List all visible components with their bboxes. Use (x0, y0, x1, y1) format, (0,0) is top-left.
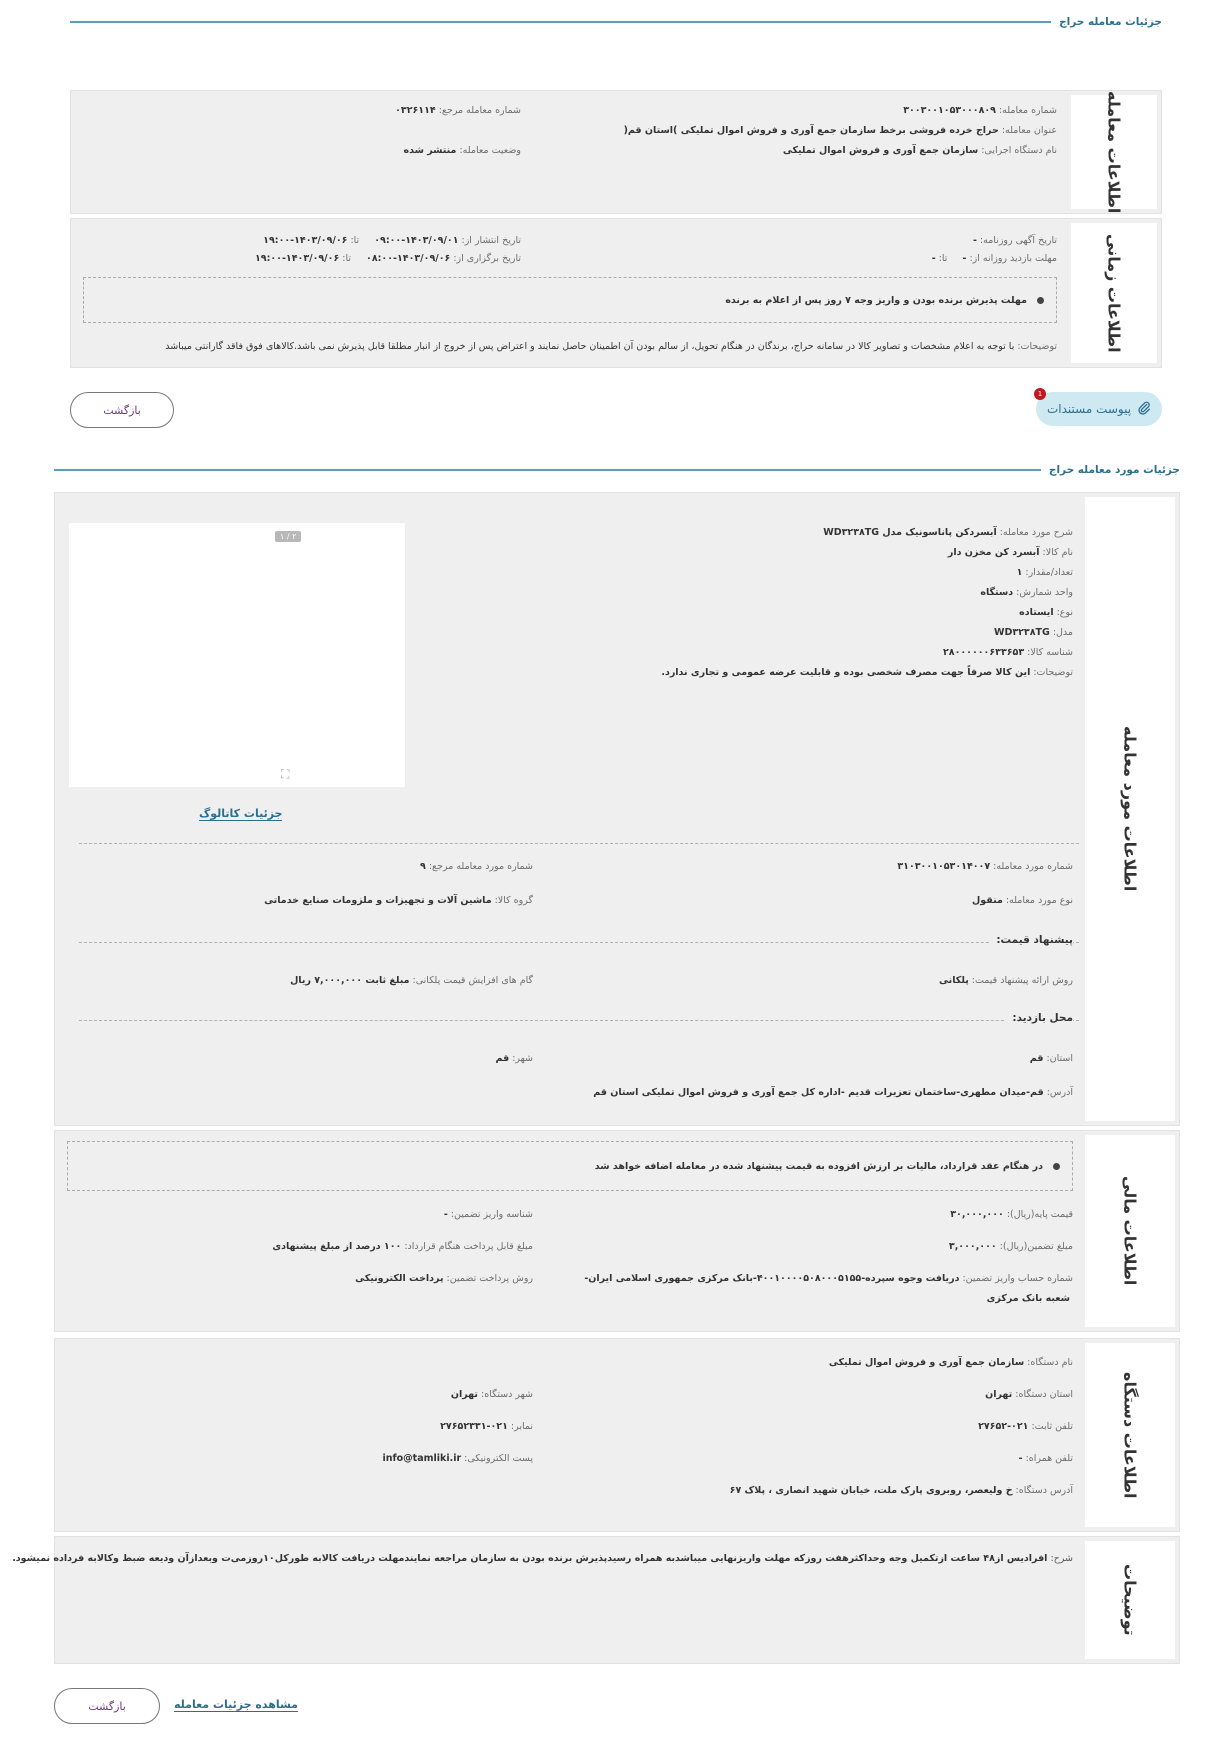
item-info-side-label: اطلاعات مورد معامله (1120, 726, 1140, 892)
device-mobile: تلفن همراه:- (1018, 1453, 1073, 1464)
device-fax: نمابر:۰۲۱-۲۷۶۵۲۳۳۱ (440, 1421, 533, 1432)
attach-documents-label: پیوست مستندات (1046, 402, 1132, 416)
page-header (70, 16, 1162, 28)
visit-heading: محل بازدید: (1006, 1012, 1073, 1024)
publish-date: تاریخ انتشار از:۱۴۰۳/۰۹/۰۱-۰۹:۰۰ تا:۱۴۰۳/۰۹/۰۶-۱۹:۰۰ (263, 235, 521, 246)
time-info-side (1071, 223, 1157, 363)
item-model: مدل:WD۳۲۳۸TG (993, 627, 1073, 638)
device-side (1085, 1343, 1175, 1527)
attach-documents-button[interactable] (1036, 392, 1162, 426)
payable-amount: مبلغ قابل پرداخت هنگام قرارداد:۱۰۰ درصد از مبلغ پیشنهادی (272, 1241, 533, 1252)
financial-panel (54, 1130, 1180, 1332)
item-id: شناسه کالا:۲۸۰۰۰۰۰۰۶۳۳۶۵۳ (942, 647, 1073, 658)
deal-info-side-label: اطلاعات معامله (1104, 90, 1124, 214)
deposit-account-branch: شعبه بانک مرکزی (986, 1293, 1070, 1304)
visit-province: استان:قم (1029, 1053, 1073, 1064)
device-city: شهر دستگاه:تهران (450, 1389, 533, 1400)
held-date: تاریخ برگزاری از:۱۴۰۳/۰۹/۰۶-۰۸:۰۰ تا:۱۴۰۳/۰۹/۰۶-۱۹:۰۰ (254, 253, 521, 264)
view-deal-details-link[interactable]: مشاهده جزئیات معامله (174, 1698, 298, 1711)
deposit-id: شناسه واریز تضمین:- (443, 1209, 533, 1220)
price-step: گام های افزایش قیمت پلکانی:مبلغ ثابت ۷,۰۰۰,۰۰۰ ریال (290, 975, 533, 986)
device-phone: تلفن ثابت:۰۲۱-۲۷۶۵۲ (978, 1421, 1073, 1432)
time-info-side-label: اطلاعات زمانی (1104, 233, 1124, 353)
item-info-side (1085, 497, 1175, 1121)
item-section-title: جزئیات مورد معامله حراج (1048, 464, 1180, 476)
base-price: قیمت پایه(ریال):۳۰,۰۰۰,۰۰۰ (950, 1209, 1073, 1220)
deal-status: وضعیت معامله:منتشر شده (403, 145, 521, 156)
offer-heading: پیشنهاد قیمت: (990, 934, 1073, 946)
item-unit: واحد شمارش:دستگاه (980, 587, 1073, 598)
item-divider (79, 843, 1079, 844)
time-description: توضیحات:با توجه به اعلام مشخصات و تصاویر کالا در سامانه حراج، برندگان در هنگام تحویل، از سالم بودن آن اطمینان حاصل نمایند و اعتراض پس از خروج از انبار مطلقا قابل پذیرش نمی باشد.کالاهای فوق فاقد گارانتی میباشد (165, 341, 1057, 352)
deal-ref-number: شماره معامله مرجع:۰۳۲۶۱۱۴ (395, 105, 521, 116)
notes-panel (12, 1536, 1180, 1664)
page-title: جزئیات معامله حراج (1059, 16, 1162, 28)
visit-city: شهر:قم (495, 1053, 533, 1064)
visit-address: آدرس:قم-میدان مطهری-ساختمان تعزیرات قدیم -اداره کل جمع آوری و فروش اموال تملیکی استان قم (593, 1087, 1073, 1098)
guarantee-pay-method: روش پرداخت تضمین:پرداخت الکترونیکی (355, 1273, 533, 1284)
deal-info-side (1071, 90, 1157, 214)
back-button-bottom[interactable]: بازگشت (54, 1688, 160, 1724)
item-image-gallery[interactable] (69, 523, 405, 787)
deal-executor: نام دستگاه اجرایی:سازمان جمع آوری و فروش اموال تملیکی (782, 145, 1057, 156)
item-notes: توضیحات:این کالا صرفاً جهت مصرف شخصی بوده و قابلیت عرضه عمومی و تجاری ندارد. (661, 667, 1073, 678)
device-province: استان دستگاه:تهران (985, 1389, 1073, 1400)
notes-side-label: توضیحات (1120, 1564, 1140, 1636)
expand-icon[interactable]: ⛶ (281, 767, 290, 781)
catalog-details-link[interactable]: جزئیات کاتالوگ (199, 807, 283, 820)
winner-deadline-notice: مهلت پذیرش برنده بودن و واریز وجه ۷ روز پس از اعلام به برنده (83, 277, 1057, 323)
device-panel (54, 1338, 1180, 1532)
offer-divider (79, 942, 1079, 943)
item-info-panel (54, 492, 1180, 1126)
visit-deadline: مهلت بازدید روزانه از:- تا:- (931, 253, 1057, 264)
item-group: گروه کالا:ماشین آلات و تجهیزات و ملزومات صنایع خدماتی (264, 895, 533, 906)
notes-side (1085, 1541, 1175, 1659)
time-info-panel (70, 218, 1162, 368)
item-quantity: تعداد/مقدار:۱ (1016, 567, 1073, 578)
visit-divider (79, 1020, 1079, 1021)
deal-title: عنوان معامله:حراج خرده فروشی برخط سازمان جمع آوری و فروش اموال تملیکی )استان قم( (623, 125, 1057, 136)
header-divider (70, 21, 1051, 23)
newspaper-date: تاریخ آگهی روزنامه:- (972, 235, 1057, 246)
financial-side-label: اطلاعات مالی (1120, 1176, 1140, 1286)
paperclip-icon (1137, 401, 1151, 418)
item-description: شرح مورد معامله:آبسردکن پاناسونیک مدل WD۳۲۳۸TG (823, 527, 1073, 538)
item-type-kind: نوع:ایستاده (1019, 607, 1073, 618)
item-number: شماره مورد معامله:۳۱۰۳۰۰۱۰۵۳۰۱۴۰۰۷ (897, 861, 1073, 872)
item-header-divider (54, 469, 1041, 471)
item-ref-number: شماره مورد معامله مرجع:۹ (420, 861, 533, 872)
item-section-header (54, 464, 1180, 476)
bullet-icon (1037, 297, 1044, 304)
deal-info-panel (70, 90, 1162, 214)
attachment-count-badge: 1 (1034, 388, 1046, 400)
device-name: نام دستگاه:سازمان جمع آوری و فروش اموال تملیکی (828, 1357, 1073, 1368)
device-address: آدرس دستگاه:خ ولیعصر، روبروی پارک ملت، خیابان شهید انصاری ، پلاک ۶۷ (729, 1485, 1073, 1496)
guarantee-amount: مبلغ تضمین(ریال):۳,۰۰۰,۰۰۰ (948, 1241, 1073, 1252)
offer-method: روش ارائه پیشنهاد قیمت:پلکانی (939, 975, 1073, 986)
item-deal-type: نوع مورد معامله:منقول (972, 895, 1073, 906)
deposit-account: شماره حساب واریز تضمین:دریافت وجوه سپرده-۴۰۰۱۰۰۰۰۵۰۸۰۰۰۵۱۵۵-بانک مرکزی جمهوری اسلامی ایران- (584, 1273, 1073, 1284)
notes-description: شرح: افرادیس از۴۸ ساعت ازتکمیل وجه وحداکثرهفت روزکه مهلت واریزنهایی میباشدبه همراه رسیدپذیرش برنده بودن به سازمان مراجعه نمایندمهلت دریافت کالابه طورکل۱۰روزمی‌ت وبعدازآن ودیعه ضبط وکالابه فرداده نمیشود. (12, 1553, 1073, 1564)
bullet-icon (1053, 1163, 1060, 1170)
item-name: نام کالا:آبسرد کن مخزن دار (947, 547, 1073, 558)
back-button-top[interactable]: بازگشت (70, 392, 174, 428)
financial-side (1085, 1135, 1175, 1327)
device-side-label: اطلاعات دستگاه (1120, 1371, 1140, 1499)
vat-notice: در هنگام عقد قرارداد، مالیات بر ارزش افزوده به قیمت پیشنهاد شده در معامله اضافه خواهد شد (67, 1141, 1073, 1191)
deal-number: شماره معامله:۳۰۰۳۰۰۱۰۵۳۰۰۰۸۰۹ (903, 105, 1057, 116)
device-email: پست الکترونیکی:info@tamliki.ir (382, 1453, 533, 1464)
image-counter: ۲ / ۱ (275, 531, 301, 542)
